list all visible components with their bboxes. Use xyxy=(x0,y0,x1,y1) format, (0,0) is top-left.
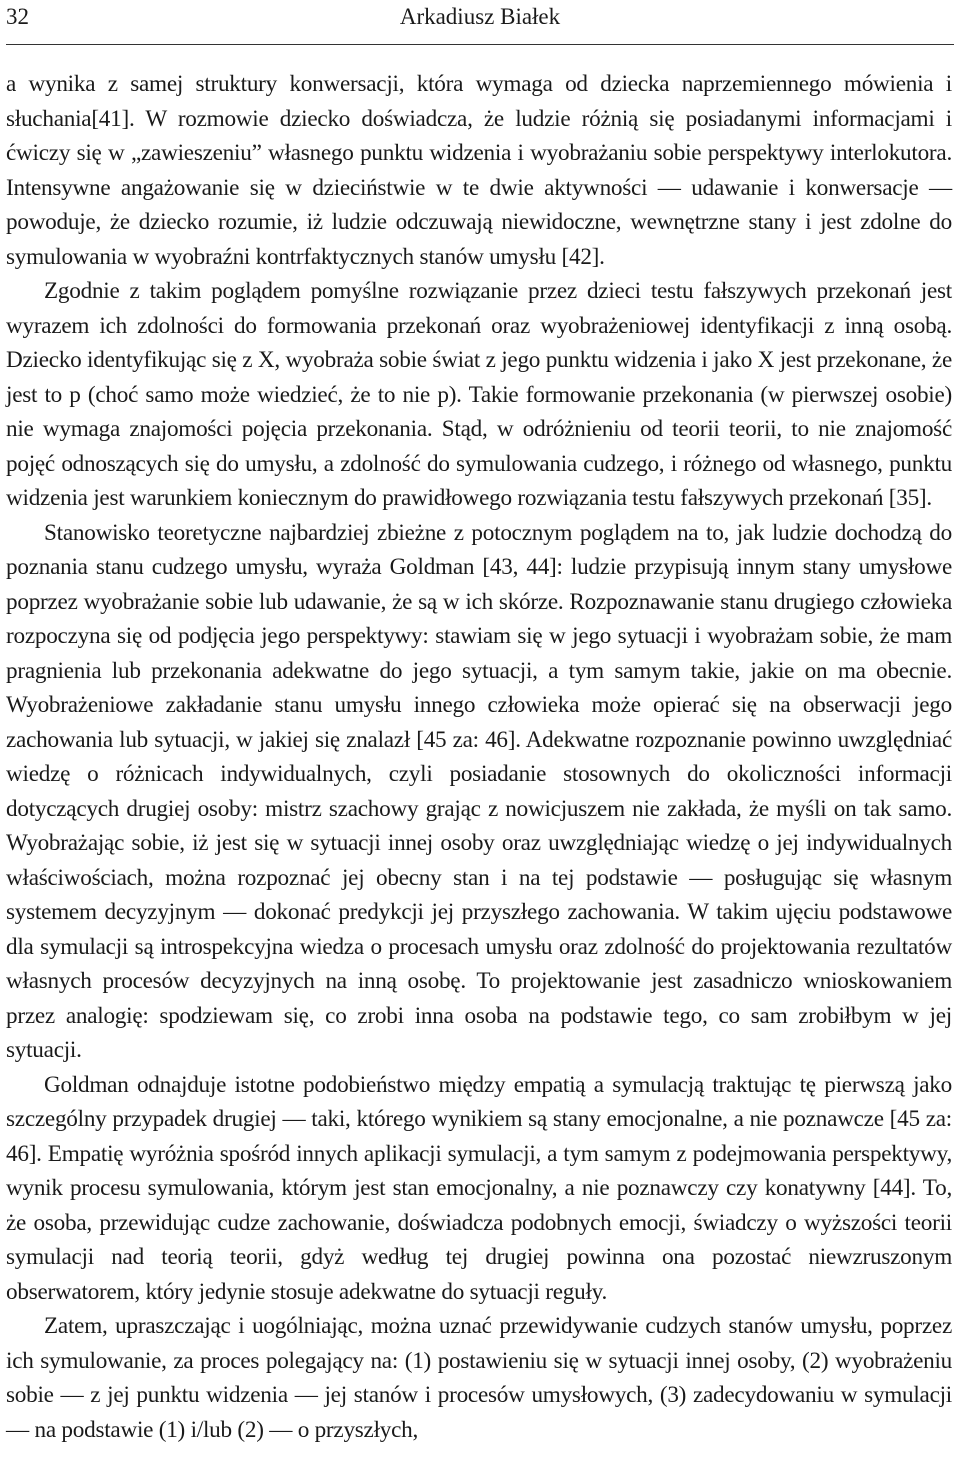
paragraph-1: a wynika z samej struktury konwersacji, która wymaga od dziecka naprzemiennego mówienia i słuchania[41]. W rozmowie dziecko doświadcza, że ludzie różnią się posiadanymi informacjami i ćwiczy się w „zawieszeniu” własnego punktu widzenia i wyobrażaniu sobie perspektywy interlokutora. Intensywne angażowanie się w dzieciństwie w te dwie aktywności — udawanie i konwersacje — powoduje, że dziecko rozumie, iż ludzie odczuwają niewidoczne, wewnętrzne stany i jest zdolne do symulowania w wyobraźni kontrfaktycznych stanów umysłu [42]. xyxy=(6,71,952,270)
paragraph-4: Goldman odnajduje istotne podobieństwo między empatią a symulacją traktując tę pierwszą jako szczególny przypadek drugiej — taki, którego wynikiem są stany emocjonalne, a nie poznawcze [45 za: 46]. Empatię wyróżnia spośród innych aplikacji symulacji, a tym samym z podejmowania perspektywy, wynik procesu symulowania, którym jest stan emocjonalny, a nie poznawczy czy konatywny [44]. To, że osoba, przewidując cudze zachowanie, doświadcza podobnych emocji, świadczy o wyższości teorii symulacji nad teorią teorii, gdyż według tej drugiej powinna ona pozostać niewzruszonym obserwatorem, który jedynie stosuje adekwatne do sytuacji reguły. xyxy=(6,1071,952,1305)
paragraph-2: Zgodnie z takim poglądem pomyślne rozwiązanie przez dzieci testu fałszywych przekonań jest wyrazem ich zdolności do formowania przekonań oraz wyobrażeniowej identyfikacji z inną osobą. Dziecko identyfikując się z X, wyobraża sobie świat z jego punktu widzenia i jako X jest przekonane, że jest to p (choć samo może wiedzieć, że to nie p). Takie formowanie przekonania (w pierwszej osobie) nie wymaga znajomości pojęcia przekonania. Stąd, w odróżnieniu od teorii teorii, to nie znajomość pojęć odnoszących się do umysłu, a zdolność do symulowania cudzego, i różnego od własnego, punktu widzenia jest warunkiem koniecznym do prawidłowego rozwiązania testu fałszywych przekonań [35]. xyxy=(6,278,952,511)
paragraph-3: Stanowisko teoretyczne najbardziej zbieżne z potocznym poglądem na to, jak ludzie dochodzą do poznania stanu cudzego umysłu, wyraża Goldman [43, 44]: ludzie przypisują innym stany umysłowe poprzez wyobrażanie sobie lub udawanie, że są w ich skórze. Rozpoznawanie stanu drugiego człowieka rozpoczyna się od podjęcia jego perspektywy: stawiam się w jego sytuacji i wyobrażam sobie, że mam pragnienia lub przekonania adekwatne do jego sytuacji, a tym samym takie, jakie on ma obecnie. Wyobrażeniowe zakładanie stanu umysłu innego człowieka może opierać się na obserwacji jego zachowania lub sytuacji, w jakiej się znalazł [45 za: 46]. Adekwatne rozpoznanie powinno uwzględniać wiedzę o różnicach indywidualnych, czyli posiadanie stosownych do okoliczności informacji dotyczących drugiej osoby: mistrz szachowy grając z nowicjuszem nie zakłada, że myśli on tak samo. Wyobrażając sobie, iż jest się w sytuacji innej osoby oraz uwzględniając wiedzę o jej indywidualnych właściwościach, można rozpoznać jej obecny stan i na tej podstawie — posługując się własnym systemem decyzyjnym — dokonać predykcji jej przyszłego zachowania. W takim ujęciu podstawowe dla symulacji są introspekcyjna wiedza o procesach umysłu oraz zdolność do projektowania rezultatów własnych procesów decyzyjnych na inną osobę. To projektowanie jest zasadniczo wnioskowaniem przez analogię: spodziewam się, co zrobi inna osoba na podstawie tego, co sam zrobiłbym w jej sytuacji. xyxy=(6,519,952,1063)
page-number: 32 xyxy=(6,4,29,29)
paragraph-5: Zatem, upraszczając i uogólniając, można uznać przewidywanie cudzych stanów umysłu, poprzez ich symulowanie, za proces polegający na: (1) postawieniu się w sytuacji innej osoby, (2) wyobrażeniu sobie — z jej punktu widzenia — jej stanów i procesów umysłowych, (3) zadecydowaniu w symulacji — na podstawie (1) i/lub (2) — o przyszłych, xyxy=(6,1313,952,1443)
running-head-author: Arkadiusz Białek xyxy=(399,4,561,29)
body-text xyxy=(6,67,952,1447)
running-header xyxy=(6,0,954,45)
